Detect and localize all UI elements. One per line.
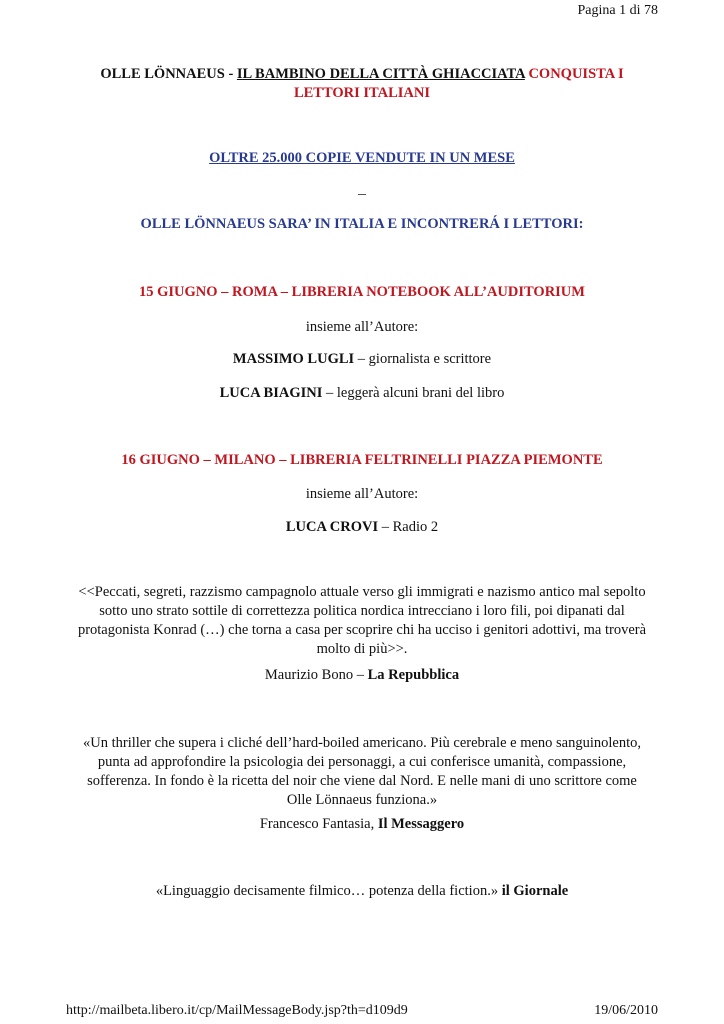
review-line: Olle Lönnaeus funziona.» <box>286 792 438 808</box>
review-source: Il Messaggero <box>377 816 465 832</box>
guest-name: LUCA CROVI <box>285 519 379 535</box>
guest-role: – Radio 2 <box>378 519 439 535</box>
title-rest-line2: LETTORI ITALIANI <box>293 85 431 101</box>
review-line: «Un thriller che supera i cliché dell’hard-boiled americano. Più cerebrale e meno sanguinolento, <box>82 735 642 751</box>
title-author: OLLE LÖNNAEUS - <box>100 66 237 82</box>
review-quote <box>60 583 664 659</box>
visit-line: OLLE LÖNNAEUS SARA’ IN ITALIA E INCONTRERÁ I LETTORI: <box>140 216 584 232</box>
event-heading-rome: 15 GIUGNO – ROMA – LIBRERIA NOTEBOOK ALL’AUDITORIUM <box>139 284 585 300</box>
guest-name: MASSIMO LUGLI <box>232 351 355 367</box>
footer-date: 19/06/2010 <box>594 1003 658 1018</box>
event-with-label: insieme all’Autore: <box>305 319 419 335</box>
separator-dash <box>358 194 366 195</box>
review-line: protagonista Konrad (…) che torna a casa per scoprire chi ha ucciso i genitori adottivi, ma troverà <box>77 622 647 638</box>
footer-url: http://mailbeta.libero.it/cp/MailMessageBody.jsp?th=d109d9 <box>66 1003 408 1018</box>
event-heading-milan: 16 GIUGNO – MILANO – LIBRERIA FELTRINELLI PIAZZA PIEMONTE <box>121 452 603 468</box>
book-title-link[interactable]: IL BAMBINO DELLA CITTÀ GHIACCIATA <box>236 66 525 82</box>
review-line: sofferenza. In fondo è la ricetta del noir che viene dal Nord. E nelle mani di uno scrittore come <box>87 773 637 789</box>
review-quote-short <box>60 882 664 901</box>
review-attribution <box>60 815 664 834</box>
review-source: La Repubblica <box>367 667 460 683</box>
guest-line <box>60 350 664 369</box>
guest-line <box>60 518 664 537</box>
review-attribution <box>60 666 664 685</box>
sales-line: OLTRE 25.000 COPIE VENDUTE IN UN MESE <box>209 150 515 166</box>
guest-line <box>60 384 664 403</box>
review-author: Francesco Fantasia, <box>259 816 378 832</box>
title-rest-line1: CONQUISTA I <box>524 66 624 82</box>
guest-name: LUCA BIAGINI <box>219 385 323 401</box>
review-quote <box>60 734 664 810</box>
review-source: il Giornale <box>501 883 569 899</box>
guest-role: – giornalista e scrittore <box>354 351 492 367</box>
review-line: <<Peccati, segreti, razzismo campagnolo attuale verso gli immigrati e nazismo antico mal sepolto <box>78 584 646 600</box>
review-line: molto di più>>. <box>316 641 408 657</box>
review-text: «Linguaggio decisamente filmico… potenza della fiction.» <box>155 883 502 899</box>
review-author: Maurizio Bono – <box>264 667 368 683</box>
document-title <box>60 65 664 103</box>
review-line: sotto uno strato sottile di correttezza politica nordica intrecciano i loro fili, poi dipanati dal <box>99 603 625 619</box>
event-with-label: insieme all’Autore: <box>305 486 419 502</box>
guest-role: – leggerà alcuni brani del libro <box>322 385 505 401</box>
review-line: punta ad approfondire la psicologia dei personaggi, a cui conferisce umanità, compassione, <box>97 754 627 770</box>
page-number: Pagina 1 di 78 <box>577 3 658 18</box>
